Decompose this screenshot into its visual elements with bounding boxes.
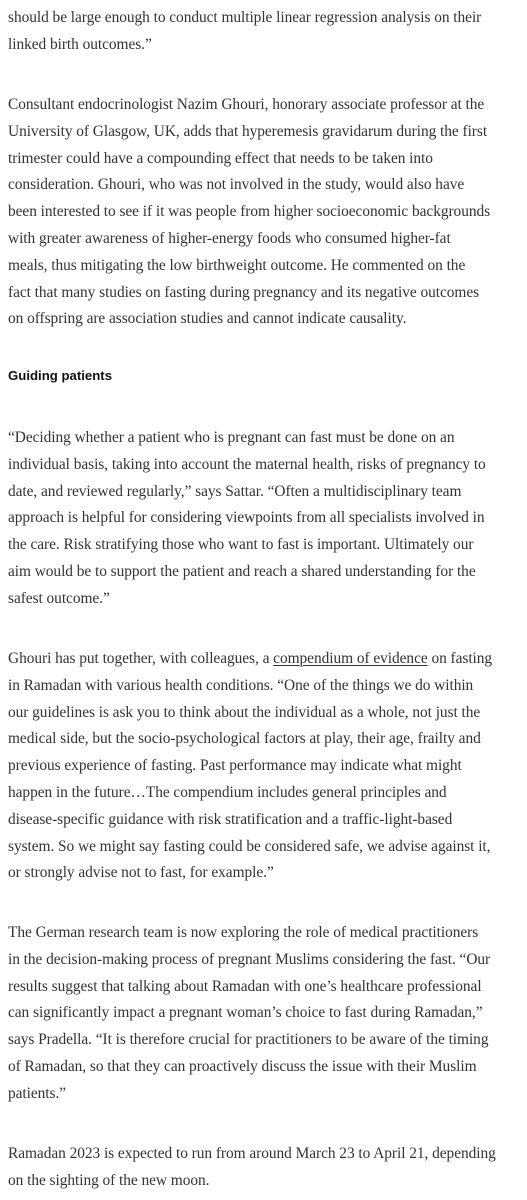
paragraph-ghouri-comments: Consultant endocrinologist Nazim Ghouri, honorary associate professor at the University of Glasgow, UK, adds that hyperemesis gravidarum during the first trimester could have a compounding effect that needs to be taken into consideration. Ghouri, who was not involved in the study, would also have been interested to see if it was people from higher socioeconomic backgrounds with greater awareness of higher-energy foods who consumed higher-fat meals, thus mitigating the low birthweight outcome. He commented on the fact that many studies on fasting during pregnancy and its negative outcomes on offspring are association studies and cannot indicate causality. [8, 96, 491, 328]
section-heading-guiding-patients: Guiding patients [8, 368, 113, 383]
compendium-of-evidence-link[interactable]: compendium of evidence [273, 650, 428, 667]
paragraph-sattar-quote: “Deciding whether a patient who is pregnant can fast must be done on an individual basis, taking into account the maternal health, risks of pregnancy to date, and reviewed regularly,” says Sattar. “Often a multidisciplinary team approach is helpful for considering viewpoints from all specialists involved in the care. Risk stratifying those who want to fast is important. Ultimately our aim would be to support the patient and reach a shared understanding for the safest outcome.” [8, 429, 486, 607]
paragraph-compendium [8, 646, 508, 887]
paragraph-compendium-rest: on fasting in Ramadan with various health conditions. “One of the things we do within our guidelines is ask you to think about the individual as a whole, not just the medical side, but the socio-psychological factors at play, their age, frailty and previous experience of fasting. Past performance may indicate what might happen in the future…The compendium includes general principles and disease-specific guidance with risk stratification and a traffic-light-based system. So we might say fasting could be considered safe, we advise against it, or strongly advise not to fast, for example.” [8, 650, 493, 882]
paragraph-ramadan-dates: Ramadan 2023 is expected to run from around March 23 to April 21, depending on the sighting of the new moon. [8, 1145, 496, 1189]
paragraph-german-research: The German research team is now exploring the role of medical practitioners in the decision-making process of pregnant Muslims considering the fast. “Our results suggest that talking about Ramadan with one’s healthcare professional can significantly impact a pregnant woman’s choice to fast during Ramadan,” says Pradella. “It is therefore crucial for practitioners to be aware of the timing of Ramadan, so that they can proactively discuss the issue with their Muslim patients.” [8, 924, 491, 1102]
paragraph-regression: should be large enough to conduct multiple linear regression analysis on their linked birth outcomes.” [8, 9, 482, 53]
paragraph-compendium-lead: Ghouri has put together, with colleagues, a [8, 650, 274, 667]
